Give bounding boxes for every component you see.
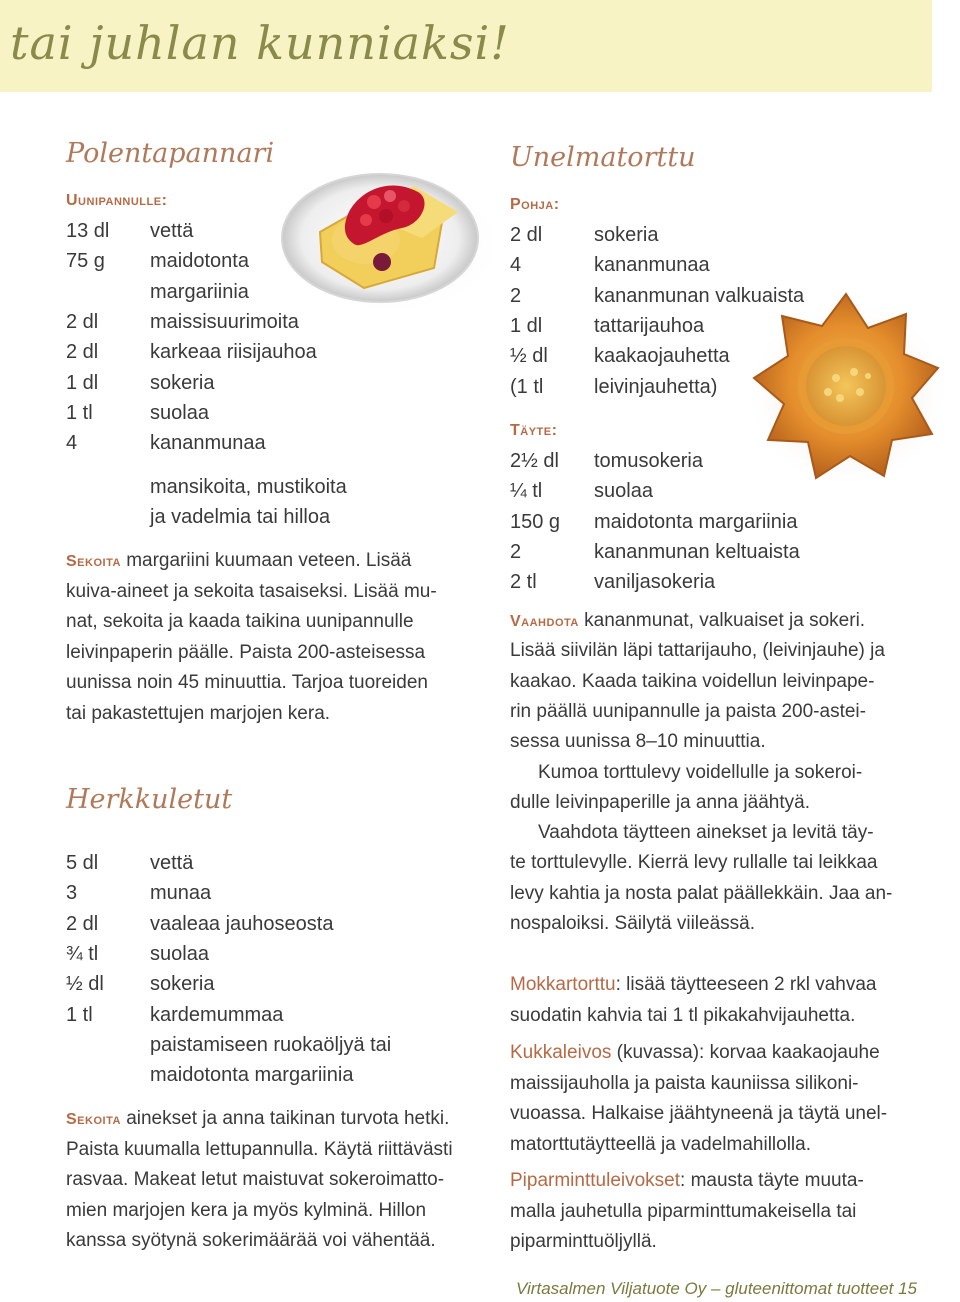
ingredient-row bbox=[510, 345, 870, 375]
variant-text: malla jauhetulla piparminttumakeisella tai bbox=[510, 1200, 857, 1222]
method-text: kuiva-aineet ja sekoita tasaiseksi. Lisää mu- bbox=[66, 580, 437, 602]
method-text: kananmunat, valkuaiset ja sokeri. bbox=[578, 610, 866, 631]
method-line bbox=[538, 822, 874, 844]
ingredient-qty: 2 dl bbox=[510, 224, 543, 246]
method-text: rin päällä uunipannulle ja paista 200-astei- bbox=[510, 700, 866, 722]
variant-text: vuoassa. Halkaise jäähtyneenä ja täytä unel- bbox=[510, 1103, 888, 1124]
ingredient-qty: 2 dl bbox=[66, 310, 99, 333]
ingredient-row bbox=[66, 372, 426, 402]
ingredient-row bbox=[66, 250, 426, 280]
ingredient-item: sokeria bbox=[150, 371, 215, 394]
ingredient-row bbox=[510, 254, 870, 284]
ingredient-item: paistamiseen ruokaöljyä tai bbox=[150, 1033, 392, 1056]
ingredient-item: suolaa bbox=[150, 401, 209, 424]
ingredient-row bbox=[66, 341, 426, 371]
variant-line bbox=[510, 1005, 855, 1027]
ingredient-item: tattarijauhoa bbox=[594, 314, 705, 337]
method-line bbox=[510, 913, 755, 935]
ingredient-item: kananmunan keltuaista bbox=[594, 540, 800, 563]
ingredient-row bbox=[510, 450, 870, 480]
method-line bbox=[538, 762, 862, 784]
ingredient-row bbox=[66, 311, 426, 341]
method-text: rasvaa. Makeat letut maistuvat sokeroimatto- bbox=[66, 1169, 445, 1190]
ingredient-qty: 4 bbox=[66, 432, 78, 455]
ingredient-qty: ½ dl bbox=[510, 345, 548, 368]
ingredient-item: munaa bbox=[150, 882, 212, 905]
ingredient-qty: 2 bbox=[510, 540, 522, 563]
method-line bbox=[66, 550, 411, 572]
ingredient-item: suolaa bbox=[594, 480, 653, 503]
method-line bbox=[510, 883, 892, 905]
method-line bbox=[66, 1200, 426, 1222]
ingredient-qty: 75 g bbox=[66, 250, 105, 273]
method-text: sessa uunissa 8–10 minuuttia. bbox=[510, 731, 766, 753]
ingredient-qty: 150 g bbox=[510, 510, 561, 533]
ingredient-item: maidotonta margariinia bbox=[150, 1064, 354, 1087]
method-text: kanssa syötynä sokerimäärää voi vähentää. bbox=[66, 1230, 436, 1251]
variant-line bbox=[510, 974, 876, 996]
ingredient-item: maidotonta margariinia bbox=[594, 510, 798, 533]
method-text: mien marjojen kera ja myös kylminä. Hillon bbox=[66, 1199, 427, 1221]
variant-name: Kukkaleivos bbox=[510, 1042, 612, 1063]
header-banner bbox=[0, 0, 932, 92]
ingredient-item: vaaleaa jauhoseosta bbox=[150, 912, 334, 935]
ingredient-row bbox=[66, 402, 426, 432]
method-line bbox=[510, 610, 865, 632]
ingredient-item: kardemummaa bbox=[150, 1003, 284, 1026]
method-text: uunissa noin 45 minuuttia. Tarjoa tuoreiden bbox=[66, 672, 428, 693]
ingredient-qty: 1 tl bbox=[66, 1003, 93, 1026]
ingredient-item: kaakaojauhetta bbox=[594, 345, 730, 368]
ingredient-item: maissisuurimoita bbox=[150, 310, 299, 333]
ingredient-qty: 2 tl bbox=[510, 571, 537, 594]
ingredient-qty: ¾ tl bbox=[66, 942, 99, 965]
method-text: dulle leivinpaperille ja anna jäähtyä. bbox=[510, 791, 810, 813]
method-line bbox=[510, 640, 885, 662]
ingredient-row bbox=[66, 220, 426, 250]
method-line bbox=[66, 1139, 453, 1161]
ingredient-qty: 1 tl bbox=[66, 401, 93, 424]
ingredient-qty: 1 dl bbox=[66, 371, 99, 394]
method-text: Lisää siivilän läpi tattarijauho, (leivinjauhe) ja bbox=[510, 640, 885, 662]
polenta-label: Uunipannulle: bbox=[66, 192, 168, 209]
ingredient-row bbox=[66, 1064, 426, 1094]
ingredient-qty: 1 dl bbox=[510, 314, 543, 337]
variant-line bbox=[510, 1103, 887, 1125]
method-lead-word: Sekoita bbox=[66, 553, 121, 570]
variant-text: maissijauholla ja paista kauniissa silikoni- bbox=[510, 1072, 859, 1094]
ingredient-row bbox=[510, 315, 870, 345]
unelma-title: Unelmatorttu bbox=[510, 142, 696, 173]
method-line bbox=[510, 671, 874, 693]
ingredient-item: karkeaa riisijauhoa bbox=[150, 341, 317, 364]
method-line bbox=[66, 642, 425, 664]
variant-text: : lisää täytteeseen 2 rkl vahvaa bbox=[615, 974, 877, 995]
unelma-pohja-label: Pohja: bbox=[510, 196, 560, 213]
ingredient-item: sokeria bbox=[150, 973, 215, 996]
method-lead-word: Vaahdota bbox=[510, 613, 579, 630]
variant-text: suodatin kahvia tai 1 tl pikakahvijauhetta. bbox=[510, 1004, 856, 1026]
page-footer: Virtasalmen Viljatuote Oy – gluteenittomat tuotteet 15 bbox=[516, 1279, 918, 1298]
method-line bbox=[66, 1169, 444, 1191]
ingredient-row bbox=[66, 882, 426, 912]
method-line bbox=[510, 852, 878, 874]
method-line bbox=[510, 731, 766, 753]
ingredient-row bbox=[510, 480, 870, 510]
method-text: margariini kuumaan veteen. Lisää bbox=[120, 550, 412, 571]
extra-line: ja vadelmia tai hilloa bbox=[150, 506, 331, 528]
variant-line bbox=[510, 1231, 657, 1253]
ingredient-item: suolaa bbox=[150, 942, 209, 965]
banner-title: tai juhlan kunniaksi! bbox=[10, 16, 510, 70]
method-text: Paista kuumalla lettupannulla. Käytä riittävästi bbox=[66, 1138, 453, 1160]
variant-name: Mokkartorttu bbox=[510, 974, 616, 995]
ingredient-row bbox=[66, 432, 426, 462]
method-line bbox=[66, 703, 330, 725]
variant-line bbox=[510, 1042, 880, 1064]
variant-text: matorttutäytteellä ja vadelmahillolla. bbox=[510, 1133, 811, 1155]
method-line bbox=[66, 1230, 436, 1252]
extra-line: mansikoita, mustikoita bbox=[150, 476, 347, 498]
variant-line bbox=[510, 1170, 864, 1192]
ingredient-qty: 4 bbox=[510, 254, 522, 277]
ingredient-qty: ¼ tl bbox=[510, 480, 543, 503]
variant-text: : mausta täyte muuta- bbox=[680, 1170, 864, 1191]
ingredient-row bbox=[510, 224, 870, 254]
method-line bbox=[510, 792, 810, 814]
ingredient-qty: ½ dl bbox=[66, 973, 104, 996]
ingredient-qty: 2½ dl bbox=[510, 450, 559, 472]
ingredient-row bbox=[510, 571, 870, 601]
ingredient-qty: 2 bbox=[510, 284, 522, 307]
ingredient-row bbox=[510, 511, 870, 541]
ingredient-item: sokeria bbox=[594, 224, 659, 246]
unelma-tayte-label: Täyte: bbox=[510, 422, 558, 439]
ingredient-item: leivinjauhetta) bbox=[594, 375, 718, 398]
method-text: te torttulevylle. Kierrä levy rullalle tai leikkaa bbox=[510, 852, 878, 874]
method-text: Vaahdota täytteen ainekset ja levitä täy- bbox=[538, 822, 874, 844]
ingredient-row bbox=[510, 541, 870, 571]
variant-name: Piparminttuleivokset bbox=[510, 1170, 681, 1191]
method-text: nospaloiksi. Säilytä viileässä. bbox=[510, 913, 756, 934]
method-line bbox=[66, 672, 428, 694]
variant-line bbox=[510, 1134, 811, 1156]
ingredient-row bbox=[66, 852, 426, 882]
method-text: tai pakastettujen marjojen kera. bbox=[66, 702, 331, 724]
method-text: nat, sekoita ja kaada taikina uunipannulle bbox=[66, 611, 414, 632]
ingredient-qty: 3 bbox=[66, 882, 78, 905]
ingredient-row bbox=[510, 285, 870, 315]
ingredient-qty: 5 dl bbox=[66, 852, 99, 874]
method-text: levy kahtia ja nosta palat päällekkäin. Jaa an- bbox=[510, 882, 893, 904]
ingredient-qty: 13 dl bbox=[66, 220, 110, 242]
variant-line bbox=[510, 1073, 859, 1095]
method-text: leivinpaperin päälle. Paista 200-asteisessa bbox=[66, 641, 426, 663]
ingredient-qty: 2 dl bbox=[66, 912, 99, 935]
variant-text: piparminttuöljyllä. bbox=[510, 1231, 657, 1252]
herkku-title: Herkkuletut bbox=[66, 784, 233, 815]
ingredient-row bbox=[66, 1034, 426, 1064]
variant-line bbox=[510, 1201, 856, 1223]
method-text: kaakao. Kaada taikina voidellun leivinpape- bbox=[510, 670, 875, 692]
ingredient-row bbox=[66, 913, 426, 943]
ingredient-item: margariinia bbox=[150, 280, 249, 303]
ingredient-item: tomusokeria bbox=[594, 450, 703, 472]
ingredient-item: kananmunaa bbox=[594, 254, 710, 277]
ingredient-row bbox=[66, 1004, 426, 1034]
ingredient-item: kananmunan valkuaista bbox=[594, 284, 805, 307]
method-lead-word: Sekoita bbox=[66, 1111, 121, 1128]
ingredient-row bbox=[66, 943, 426, 973]
ingredient-item: vaniljasokeria bbox=[594, 571, 716, 594]
ingredient-item: vettä bbox=[150, 220, 194, 242]
method-line bbox=[66, 581, 437, 603]
method-text: Kumoa torttulevy voidellulle ja sokeroi- bbox=[538, 761, 863, 783]
method-line bbox=[510, 701, 866, 723]
ingredient-row bbox=[510, 376, 870, 406]
ingredient-qty: (1 tl bbox=[510, 375, 544, 398]
ingredient-item: kananmunaa bbox=[150, 432, 266, 455]
method-line bbox=[66, 1108, 449, 1130]
variant-text: (kuvassa): korvaa kaakaojauhe bbox=[611, 1042, 880, 1063]
ingredient-row bbox=[66, 973, 426, 1003]
method-line bbox=[66, 611, 414, 633]
ingredient-row bbox=[66, 281, 426, 311]
polenta-title: Polentapannari bbox=[66, 138, 275, 169]
ingredient-item: maidotonta bbox=[150, 250, 249, 273]
ingredient-qty: 2 dl bbox=[66, 341, 99, 364]
method-text: ainekset ja anna taikinan turvota hetki. bbox=[120, 1108, 450, 1129]
ingredient-item: vettä bbox=[150, 852, 194, 874]
